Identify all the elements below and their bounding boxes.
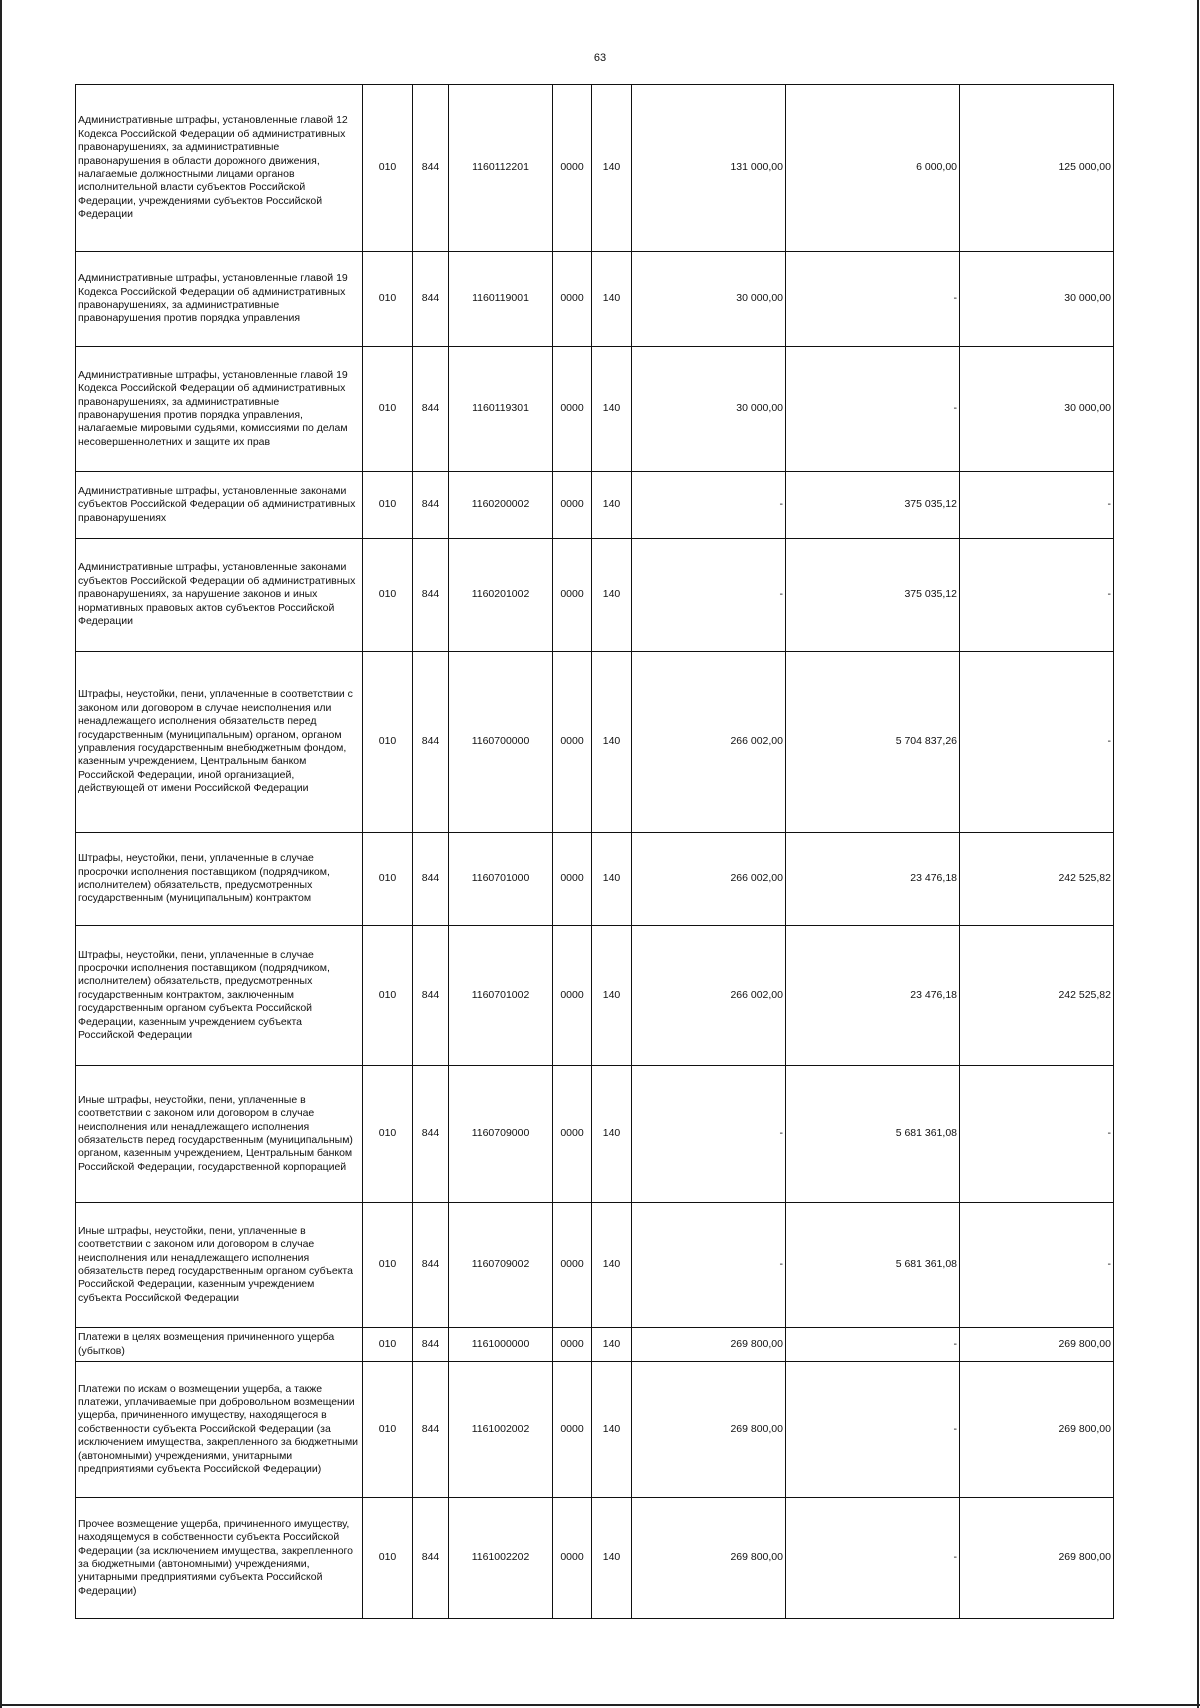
code-revenue-kind: 1160119001 <box>449 252 553 347</box>
code-classification: 140 <box>592 1203 632 1328</box>
amount-executed: 5 681 361,08 <box>786 1066 960 1203</box>
code-classification: 140 <box>592 472 632 539</box>
amount-executed: 375 035,12 <box>786 472 960 539</box>
table-row <box>76 1203 1114 1328</box>
row-name: Штрафы, неустойки, пени, уплаченные в случае просрочки исполнения поставщиком (подрядчиком, исполнителем) обязательств, предусмотренных государственным (муниципальным) контрактом <box>76 833 363 926</box>
code-classification: 140 <box>592 926 632 1066</box>
code-subkind: 0000 <box>553 539 592 652</box>
code-admin: 010 <box>363 1066 413 1203</box>
code-classification: 140 <box>592 347 632 472</box>
code-main-administrator: 844 <box>413 539 449 652</box>
code-main-administrator: 844 <box>413 1203 449 1328</box>
amount-remaining: - <box>960 539 1114 652</box>
code-admin: 010 <box>363 1362 413 1498</box>
code-main-administrator: 844 <box>413 1328 449 1362</box>
table-row <box>76 347 1114 472</box>
amount-planned: 30 000,00 <box>632 347 786 472</box>
table-row <box>76 1362 1114 1498</box>
code-main-administrator: 844 <box>413 833 449 926</box>
amount-executed: 5 681 361,08 <box>786 1203 960 1328</box>
row-name: Штрафы, неустойки, пени, уплаченные в случае просрочки исполнения поставщиком (подрядчиком, исполнителем) обязательств, предусмотренных государственным контрактом, заключенным государственным органом субъекта Российской Федерации, казенным учреждением субъекта Российской Федерации <box>76 926 363 1066</box>
code-subkind: 0000 <box>553 472 592 539</box>
code-subkind: 0000 <box>553 85 592 252</box>
amount-remaining: 242 525,82 <box>960 833 1114 926</box>
table-row <box>76 252 1114 347</box>
row-name: Иные штрафы, неустойки, пени, уплаченные в соответствии с законом или договором в случае неисполнения или ненадлежащего исполнения обязательств перед государственным органом субъекта Российской Федерации, казенным учреждением субъекта Российской Федерации <box>76 1203 363 1328</box>
row-name: Административные штрафы, установленные законами субъектов Российской Федерации об административных правонарушениях, за нарушение законов и иных нормативных правовых актов субъектов Российской Федерации <box>76 539 363 652</box>
table-row <box>76 833 1114 926</box>
code-admin: 010 <box>363 539 413 652</box>
row-name: Прочее возмещение ущерба, причиненного имуществу, находящемуся в собственности субъекта Российской Федерации (за исключением имущества, закрепленного за бюджетными (автономными) учреждениями, унитарными предприятиями субъекта Российской Федерации) <box>76 1498 363 1619</box>
code-revenue-kind: 1160201002 <box>449 539 553 652</box>
table-row <box>76 1066 1114 1203</box>
code-revenue-kind: 1160700000 <box>449 652 553 833</box>
code-classification: 140 <box>592 539 632 652</box>
amount-remaining: - <box>960 472 1114 539</box>
amount-planned: 30 000,00 <box>632 252 786 347</box>
code-subkind: 0000 <box>553 1328 592 1362</box>
code-classification: 140 <box>592 1498 632 1619</box>
page-border-right <box>1197 0 1199 1708</box>
code-revenue-kind: 1160701000 <box>449 833 553 926</box>
code-revenue-kind: 1160119301 <box>449 347 553 472</box>
amount-remaining: 30 000,00 <box>960 252 1114 347</box>
amount-executed: - <box>786 1498 960 1619</box>
amount-planned: 269 800,00 <box>632 1328 786 1362</box>
code-admin: 010 <box>363 926 413 1066</box>
amount-remaining: - <box>960 652 1114 833</box>
row-name: Административные штрафы, установленные главой 12 Кодекса Российской Федерации об административных правонарушениях, за административные правонарушения в области дорожного движения, налагаемые должностными лицами органов исполнительной власти субъектов Российской Федерации, учреждениями субъектов Российской Федерации <box>76 85 363 252</box>
code-admin: 010 <box>363 1203 413 1328</box>
code-admin: 010 <box>363 652 413 833</box>
code-main-administrator: 844 <box>413 1066 449 1203</box>
code-subkind: 0000 <box>553 1203 592 1328</box>
table-row <box>76 472 1114 539</box>
table-row <box>76 652 1114 833</box>
code-revenue-kind: 1161002202 <box>449 1498 553 1619</box>
amount-remaining: 125 000,00 <box>960 85 1114 252</box>
amount-executed: - <box>786 252 960 347</box>
amount-planned: 131 000,00 <box>632 85 786 252</box>
amount-planned: - <box>632 1203 786 1328</box>
amount-executed: - <box>786 347 960 472</box>
code-classification: 140 <box>592 833 632 926</box>
budget-revenue-table <box>75 84 1114 1619</box>
row-name: Иные штрафы, неустойки, пени, уплаченные в соответствии с законом или договором в случае неисполнения или ненадлежащего исполнения обязательств перед государственным (муниципальным) органом, казенным учреждением, Центральным банком Российской Федерации, государственной корпорацией <box>76 1066 363 1203</box>
row-name: Административные штрафы, установленные главой 19 Кодекса Российской Федерации об административных правонарушениях, за административные правонарушения против порядка управления <box>76 252 363 347</box>
code-main-administrator: 844 <box>413 472 449 539</box>
amount-executed: 6 000,00 <box>786 85 960 252</box>
code-admin: 010 <box>363 347 413 472</box>
code-classification: 140 <box>592 85 632 252</box>
code-subkind: 0000 <box>553 347 592 472</box>
code-revenue-kind: 1160701002 <box>449 926 553 1066</box>
code-main-administrator: 844 <box>413 85 449 252</box>
page-number: 63 <box>593 52 607 64</box>
code-main-administrator: 844 <box>413 347 449 472</box>
code-admin: 010 <box>363 1498 413 1619</box>
row-name: Административные штрафы, установленные главой 19 Кодекса Российской Федерации об административных правонарушениях, за административные правонарушения против порядка управления, налагаемые мировыми судьями, комиссиями по делам несовершеннолетних и защите их прав <box>76 347 363 472</box>
code-admin: 010 <box>363 252 413 347</box>
code-subkind: 0000 <box>553 833 592 926</box>
amount-planned: - <box>632 1066 786 1203</box>
amount-remaining: 30 000,00 <box>960 347 1114 472</box>
code-classification: 140 <box>592 252 632 347</box>
code-main-administrator: 844 <box>413 1498 449 1619</box>
amount-executed: - <box>786 1362 960 1498</box>
table-row <box>76 85 1114 252</box>
amount-remaining: - <box>960 1066 1114 1203</box>
page-border-bottom <box>0 1704 1200 1706</box>
amount-executed: - <box>786 1328 960 1362</box>
code-main-administrator: 844 <box>413 1362 449 1498</box>
amount-remaining: 242 525,82 <box>960 926 1114 1066</box>
amount-remaining: 269 800,00 <box>960 1328 1114 1362</box>
code-admin: 010 <box>363 1328 413 1362</box>
amount-planned: - <box>632 472 786 539</box>
amount-executed: 23 476,18 <box>786 833 960 926</box>
row-name: Платежи в целях возмещения причиненного ущерба (убытков) <box>76 1328 363 1362</box>
code-classification: 140 <box>592 1066 632 1203</box>
code-classification: 140 <box>592 1362 632 1498</box>
code-revenue-kind: 1160200002 <box>449 472 553 539</box>
amount-executed: 5 704 837,26 <box>786 652 960 833</box>
code-subkind: 0000 <box>553 1498 592 1619</box>
row-name: Платежи по искам о возмещении ущерба, а также платежи, уплачиваемые при добровольном возмещении ущерба, причиненного имуществу, находящегося в собственности субъекта Российской Федерации (за исключением имущества, закрепленного за бюджетными (автономными) учреждениями, унитарными предприятиями субъекта Российской Федерации) <box>76 1362 363 1498</box>
code-subkind: 0000 <box>553 1066 592 1203</box>
amount-remaining: - <box>960 1203 1114 1328</box>
amount-planned: 266 002,00 <box>632 652 786 833</box>
table-row <box>76 1498 1114 1619</box>
amount-executed: 375 035,12 <box>786 539 960 652</box>
table-body <box>76 85 1114 1619</box>
table-row <box>76 926 1114 1066</box>
code-subkind: 0000 <box>553 252 592 347</box>
amount-planned: 269 800,00 <box>632 1498 786 1619</box>
code-revenue-kind: 1160709002 <box>449 1203 553 1328</box>
amount-planned: - <box>632 539 786 652</box>
table-row <box>76 539 1114 652</box>
page-border-left <box>0 0 2 1708</box>
code-classification: 140 <box>592 1328 632 1362</box>
amount-planned: 266 002,00 <box>632 833 786 926</box>
code-main-administrator: 844 <box>413 252 449 347</box>
code-admin: 010 <box>363 833 413 926</box>
amount-planned: 269 800,00 <box>632 1362 786 1498</box>
amount-remaining: 269 800,00 <box>960 1498 1114 1619</box>
code-admin: 010 <box>363 85 413 252</box>
code-revenue-kind: 1161000000 <box>449 1328 553 1362</box>
amount-executed: 23 476,18 <box>786 926 960 1066</box>
code-admin: 010 <box>363 472 413 539</box>
code-revenue-kind: 1160112201 <box>449 85 553 252</box>
amount-remaining: 269 800,00 <box>960 1362 1114 1498</box>
code-main-administrator: 844 <box>413 652 449 833</box>
table-row <box>76 1328 1114 1362</box>
row-name: Штрафы, неустойки, пени, уплаченные в соответствии с законом или договором в случае неисполнения или ненадлежащего исполнения обязательств перед государственным (муниципальным) органом, органом управления государственным внебюджетным фондом, казенным учреждением, Центральным банком Российской Федерации, иной организацией, действующей от имени Российской Федерации <box>76 652 363 833</box>
code-subkind: 0000 <box>553 652 592 833</box>
code-subkind: 0000 <box>553 926 592 1066</box>
code-classification: 140 <box>592 652 632 833</box>
row-name: Административные штрафы, установленные законами субъектов Российской Федерации об административных правонарушениях <box>76 472 363 539</box>
code-revenue-kind: 1160709000 <box>449 1066 553 1203</box>
code-main-administrator: 844 <box>413 926 449 1066</box>
code-subkind: 0000 <box>553 1362 592 1498</box>
code-revenue-kind: 1161002002 <box>449 1362 553 1498</box>
amount-planned: 266 002,00 <box>632 926 786 1066</box>
